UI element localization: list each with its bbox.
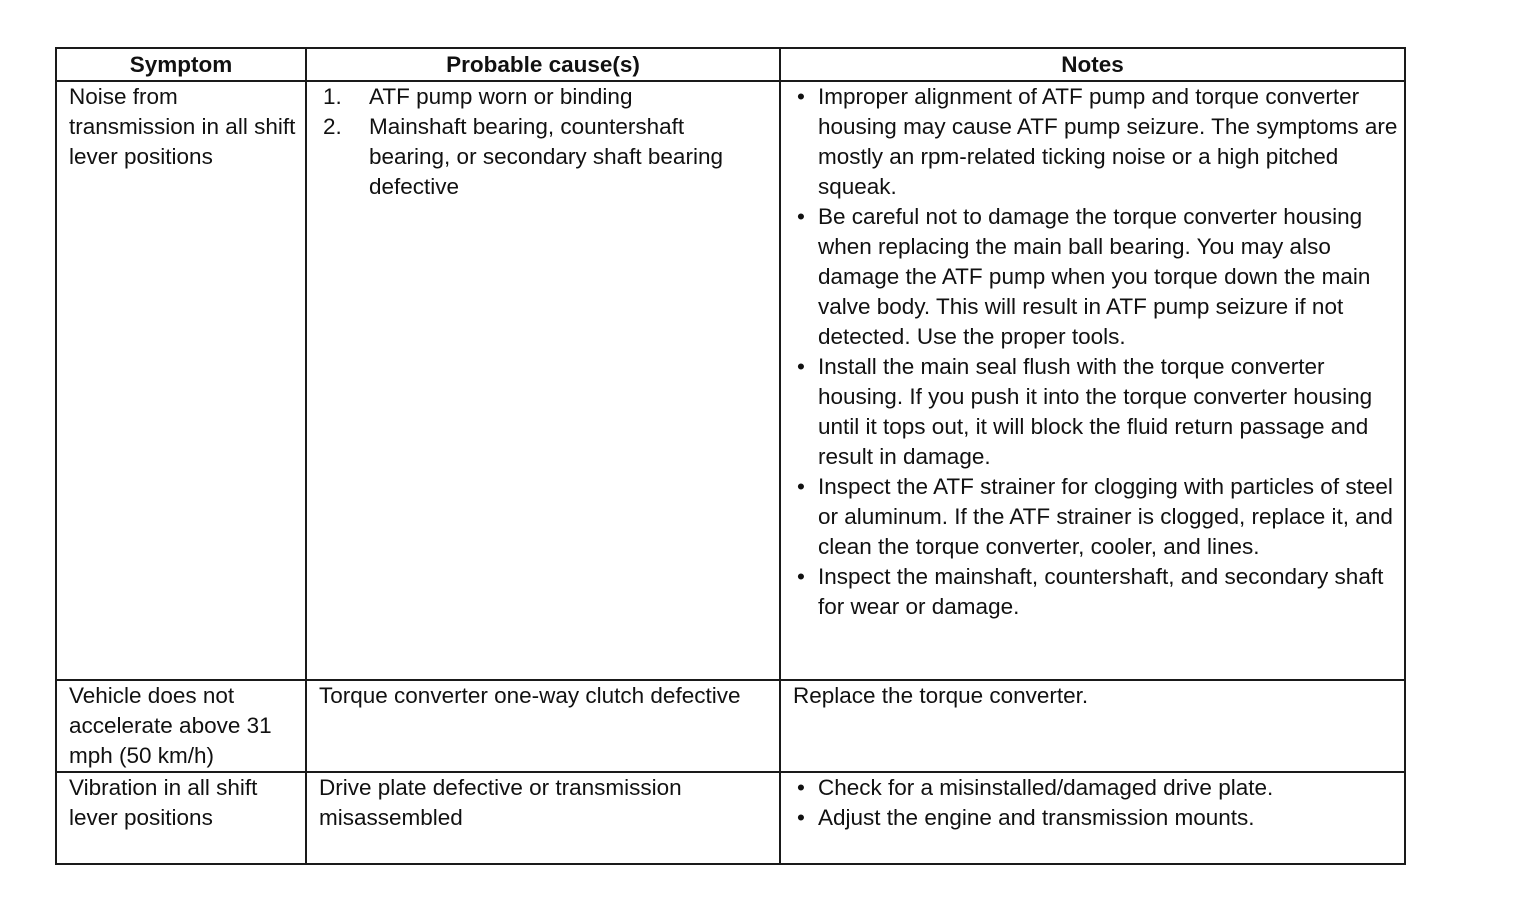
notes-cell [780, 680, 1405, 772]
note-text: Improper alignment of ATF pump and torque converter housing may cause ATF pump seizure. The symptoms are mostly an rpm-related ticking noise or a high pitched squeak. [818, 84, 1398, 199]
note-item [793, 562, 1398, 622]
symptom-text: Vibration in all shift lever positions [69, 775, 258, 830]
note-text: Install the main seal flush with the torque converter housing. If you push it into the torque converter housing until it tops out, it will block the fluid return passage and result in damage. [818, 354, 1373, 469]
symptom-cell [56, 680, 306, 772]
note-text: Be careful not to damage the torque converter housing when replacing the main ball bearing. You may also damage the ATF pump when you torque down the main valve body. This will result in ATF pump seizure if not detected. Use the proper tools. [818, 204, 1371, 349]
cause-cell [306, 680, 780, 772]
symptom-text: Vehicle does not accelerate above 31 mph (50 km/h) [69, 683, 272, 768]
note-item [793, 803, 1398, 833]
note-text: Inspect the ATF strainer for clogging with particles of steel or aluminum. If the ATF strainer is clogged, replace it, and clean the torque converter, cooler, and lines. [818, 474, 1393, 559]
symptom-text: Noise from transmission in all shift lever positions [69, 84, 296, 169]
troubleshooting-table [55, 47, 1406, 865]
note-text: Check for a misinstalled/damaged drive plate. [818, 775, 1274, 800]
note-text: Replace the torque converter. [793, 683, 1089, 708]
header-notes: Notes [780, 48, 1405, 81]
note-text: Inspect the mainshaft, countershaft, and secondary shaft for wear or damage. [818, 564, 1384, 619]
bullet-icon: • [797, 204, 805, 229]
bullet-icon: • [797, 775, 805, 800]
header-symptom: Symptom [56, 48, 306, 81]
note-item [793, 82, 1398, 202]
symptom-cell [56, 81, 306, 680]
cause-text: ATF pump worn or binding [369, 84, 633, 109]
table-row [56, 81, 1405, 680]
note-text: Adjust the engine and transmission mounts. [818, 805, 1255, 830]
notes-cell [780, 772, 1405, 864]
cause-number: 1. [323, 84, 342, 109]
cause-item [319, 112, 771, 202]
symptom-cell [56, 772, 306, 864]
cause-text: Mainshaft bearing, countershaft bearing, or secondary shaft bearing defective [369, 114, 723, 199]
note-item [793, 472, 1398, 562]
table-row [56, 680, 1405, 772]
header-probable-cause: Probable cause(s) [306, 48, 780, 81]
notes-list [793, 82, 1398, 622]
bullet-icon: • [797, 84, 805, 109]
cause-text: Torque converter one-way clutch defective [319, 683, 741, 708]
note-item [793, 352, 1398, 472]
cause-list [319, 82, 771, 202]
notes-cell [780, 81, 1405, 680]
table-header-row [56, 48, 1405, 81]
bullet-icon: • [797, 474, 805, 499]
table-row [56, 772, 1405, 864]
cause-number: 2. [323, 114, 342, 139]
cause-item [319, 82, 771, 112]
cause-cell [306, 81, 780, 680]
bullet-icon: • [797, 564, 805, 589]
notes-list [793, 773, 1398, 833]
cause-text: Drive plate defective or transmission misassembled [319, 775, 682, 830]
bullet-icon: • [797, 805, 805, 830]
cause-cell [306, 772, 780, 864]
note-item [793, 202, 1398, 352]
note-item [793, 773, 1398, 803]
bullet-icon: • [797, 354, 805, 379]
